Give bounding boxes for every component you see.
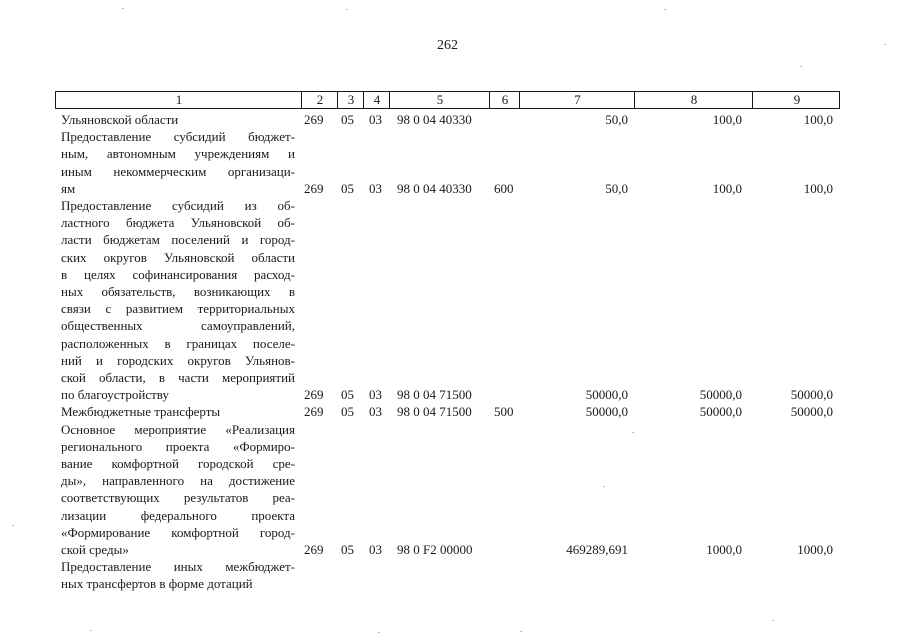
row-2-c8: 50000,0 (699, 387, 742, 403)
row-1-c4: 03 (369, 180, 382, 196)
header-divider (519, 92, 520, 108)
row-2-name-line: ных обязательств, возникающих в (61, 284, 295, 299)
row-0-c4: 03 (369, 112, 382, 127)
row-3-c4: 03 (369, 404, 382, 420)
row-1-name-line: Предоставление субсидий бюджет- (61, 129, 295, 145)
header-col-4: 4 (373, 92, 381, 107)
scan-speck (632, 432, 634, 433)
row-4-c9: 1000,0 (797, 542, 833, 557)
row-0-c2: 269 (304, 112, 324, 127)
row-2-c7: 50000,0 (585, 387, 628, 403)
header-divider (634, 92, 635, 108)
row-4-name-line: регионального проекта «Формиро- (61, 438, 295, 454)
header-divider (363, 92, 364, 108)
header-col-3: 3 (347, 92, 355, 107)
row-2-c2: 269 (304, 387, 324, 403)
scan-speck (520, 631, 522, 632)
row-5-name-line: ных трансфертов в форме дотаций (61, 576, 253, 592)
row-0-c7: 50,0 (605, 112, 628, 127)
row-0-c8: 100,0 (712, 112, 742, 127)
scan-speck (603, 486, 605, 487)
row-4-c7: 469289,691 (566, 542, 628, 557)
row-2-name-line: в целях софинансирования расход- (61, 266, 295, 282)
scan-speck (800, 66, 802, 67)
row-2-name-line: общественных самоуправлений, (61, 318, 295, 334)
row-2-c4: 03 (369, 387, 382, 403)
scan-speck (12, 525, 14, 526)
row-2-name-line: ласти бюджетам поселений и город- (61, 232, 295, 248)
row-4-name-line: Основное мероприятие «Реализация (61, 421, 295, 437)
header-col-6: 6 (501, 92, 509, 107)
scan-speck (346, 9, 348, 10)
row-4-name-line: лизации федерального проекта (61, 507, 295, 523)
row-5-name-line: Предоставление иных межбюджет- (61, 559, 295, 575)
row-1-c5: 98 0 04 40330 (397, 180, 472, 196)
row-1-c7: 50,0 (605, 180, 628, 196)
row-2-c9: 50000,0 (790, 387, 833, 403)
table-header (55, 91, 840, 109)
row-0-name-line: Ульяновской области (61, 112, 179, 127)
row-2-name-line: ских округов Ульяновской области (61, 249, 295, 265)
row-0-c3: 05 (341, 112, 354, 127)
header-col-9: 9 (793, 92, 801, 107)
scan-speck (884, 44, 886, 45)
row-3-c9: 50000,0 (790, 404, 833, 420)
row-4-c2: 269 (304, 542, 324, 557)
header-col-8: 8 (690, 92, 698, 107)
row-0-c5: 98 0 04 40330 (397, 112, 472, 127)
row-3-c2: 269 (304, 404, 324, 420)
header-col-1: 1 (175, 92, 183, 107)
row-0-c9: 100,0 (803, 112, 833, 127)
row-3-c7: 50000,0 (585, 404, 628, 420)
row-2-name-line: ской области, в части мероприятий (61, 370, 295, 385)
row-1-c3: 05 (341, 180, 354, 196)
row-1-c9: 100,0 (803, 180, 833, 196)
header-divider (752, 92, 753, 108)
header-col-5: 5 (436, 92, 444, 107)
row-4-name-line: «Формирование комфортной город- (61, 524, 295, 540)
scan-speck (90, 630, 92, 631)
header-col-2: 2 (316, 92, 324, 107)
header-col-7: 7 (574, 92, 581, 107)
row-3-c5: 98 0 04 71500 (397, 404, 472, 420)
scan-speck (122, 8, 124, 9)
header-divider (489, 92, 490, 108)
row-4-name-line: соответствующих результатов реа- (61, 490, 295, 506)
scan-speck (772, 620, 774, 621)
page-number: 262 (437, 38, 458, 53)
row-3-c3: 05 (341, 404, 354, 420)
header-divider (389, 92, 390, 108)
row-4-c5: 98 0 F2 00000 (397, 542, 473, 557)
row-1-name-line: ным, автономным учреждениям и (61, 146, 295, 162)
header-divider (337, 92, 338, 108)
row-2-c5: 98 0 04 71500 (397, 387, 472, 403)
row-2-c3: 05 (341, 387, 354, 403)
row-1-name-line: ям (61, 180, 76, 196)
row-4-c4: 03 (369, 542, 382, 557)
row-2-name-line: ластного бюджета Ульяновской об- (61, 215, 295, 231)
row-2-name-line: ний и городских округов Ульянов- (61, 352, 295, 368)
row-2-name-line: по благоустройству (61, 387, 169, 403)
scan-speck (664, 9, 666, 10)
row-2-name-line: Предоставление субсидий из об- (61, 198, 295, 213)
row-1-c8: 100,0 (712, 180, 742, 196)
row-4-name-line: вание комфортной городской сре- (61, 456, 295, 471)
scan-speck (378, 632, 380, 633)
row-1-c6: 600 (494, 180, 514, 196)
header-divider (301, 92, 302, 108)
row-2-name-line: расположенных в границах поселе- (61, 335, 295, 351)
row-3-name-line: Межбюджетные трансферты (61, 404, 221, 420)
row-2-name-line: связи с развитием территориальных (61, 301, 295, 317)
row-4-name-line: ской среды» (61, 542, 129, 557)
row-4-name-line: ды», направленного на достижение (61, 473, 295, 489)
row-3-c6: 500 (494, 404, 514, 420)
row-4-c3: 05 (341, 542, 354, 557)
row-3-c8: 50000,0 (699, 404, 742, 420)
row-1-name-line: иным некоммерческим организаци- (61, 163, 295, 179)
row-4-c8: 1000,0 (706, 542, 742, 557)
row-1-c2: 269 (304, 180, 324, 196)
